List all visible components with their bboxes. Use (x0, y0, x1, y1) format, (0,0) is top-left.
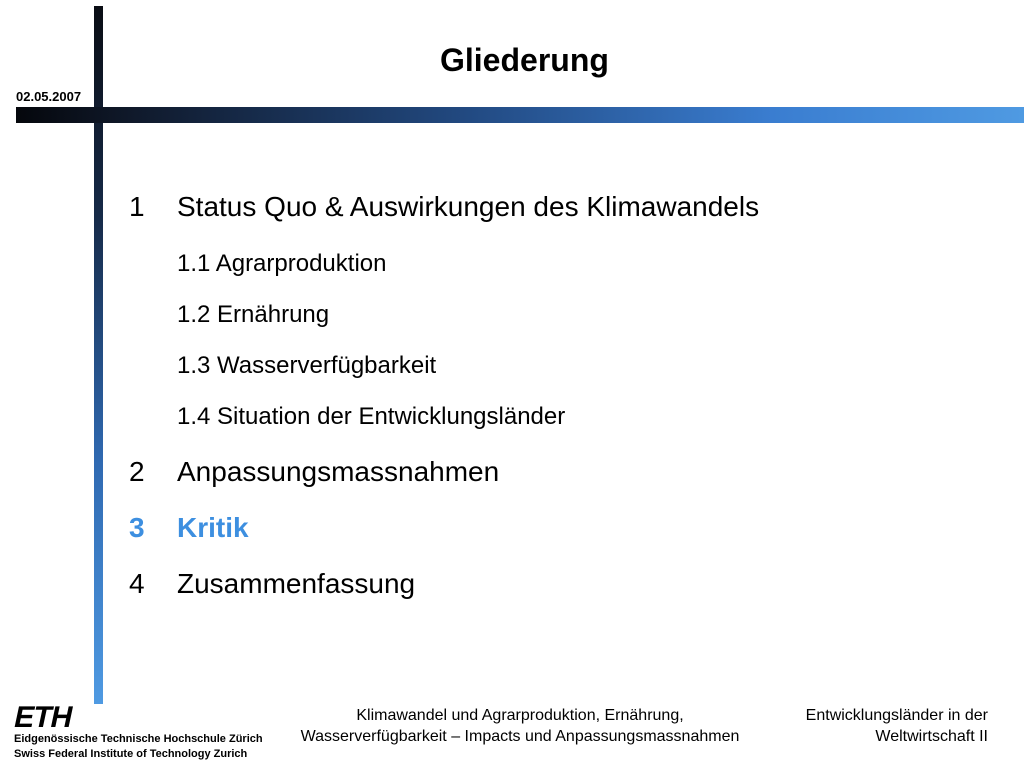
outline-subitem-1-1: 1.1 Agrarproduktion (177, 250, 387, 277)
eth-wordmark-logo (14, 702, 84, 730)
outline-item-number: 2 (129, 456, 145, 487)
footer-right-line-2: Weltwirtschaft II (875, 728, 988, 745)
footer-center-line-1: Klimawandel und Agrarproduktion, Ernährung, (356, 707, 684, 724)
footer-right-line-1: Entwicklungsländer in der (805, 707, 988, 724)
horizontal-accent-bar (16, 107, 1024, 123)
outline-item-number: 4 (129, 568, 145, 599)
eth-wordmark: ETH (14, 702, 76, 730)
outline-item-number: 3 (129, 512, 145, 543)
footer-center-line-2: Wasserverfügbarkeit – Impacts und Anpassungsmassnahmen (300, 728, 740, 745)
footer-course-title (270, 705, 770, 747)
outline-subitem-1-4: 1.4 Situation der Entwicklungsländer (177, 403, 566, 430)
outline-item-label: Kritik (177, 512, 249, 543)
footer-course-name (806, 705, 988, 747)
slide-title: Gliederung (440, 42, 609, 78)
outline-item-number: 1 (129, 191, 145, 222)
outline-item-label: Zusammenfassung (177, 568, 416, 599)
eth-logo (14, 702, 264, 762)
outline-item-label: Status Quo & Auswirkungen des Klimawandels (177, 191, 760, 222)
eth-logo-line-english: Swiss Federal Institute of Technology Zurich (14, 748, 248, 760)
eth-logo-line-german: Eidgenössische Technische Hochschule Zürich (14, 733, 263, 745)
outline-item-label: Anpassungsmassnahmen (177, 456, 500, 487)
outline-subitem-1-3: 1.3 Wasserverfügbarkeit (177, 352, 437, 379)
slide-date: 02.05.2007 (16, 89, 82, 104)
outline-subitem-1-2: 1.2 Ernährung (177, 301, 330, 328)
